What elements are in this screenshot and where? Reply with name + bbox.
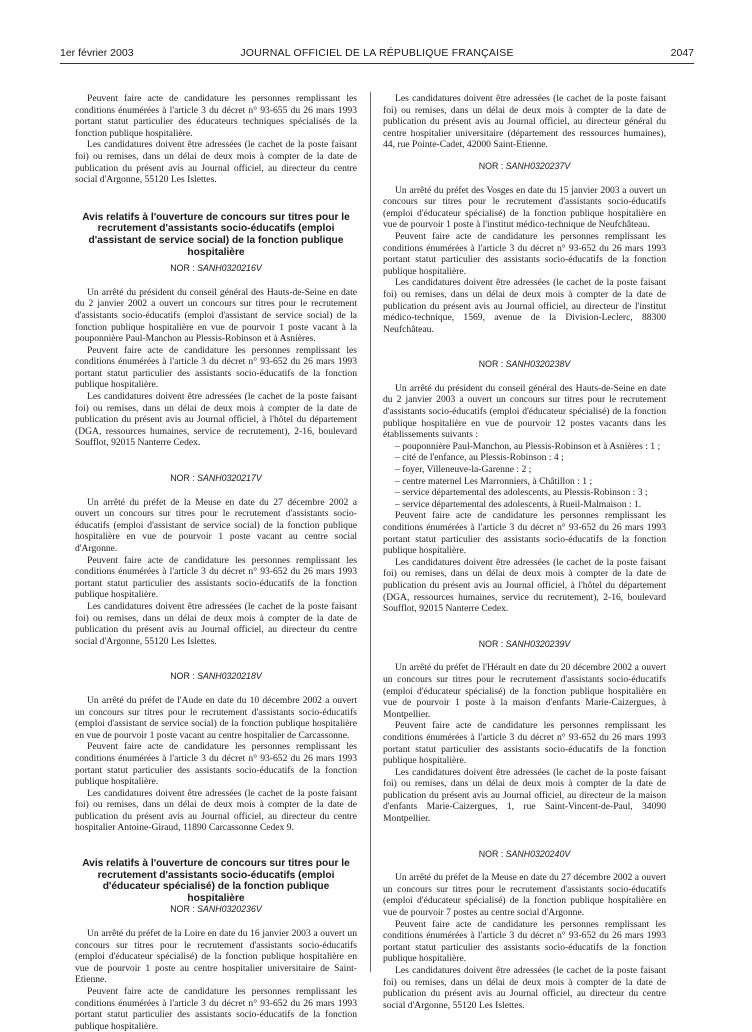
paragraph: Un arrêté du préfet de la Meuse en date du 27 décembre 2002 a ouvert un concours sur titres pour le recrutement d'assistants socio-éducatifs (emploi d'éducateur spécialisé) de la fonction publique hospitalière en vue de pourvoir 7 postes au centre social d'Argonne. xyxy=(383,872,666,919)
paragraph: Peuvent faire acte de candidature les personnes remplissant les conditions énumérées à l'article 3 du décret n° 93-652 du 26 mars 1993 portant statut particulier des assistants socio-éducatifs de la fonction publique hospitalière. xyxy=(383,230,666,277)
page-header xyxy=(60,47,694,61)
nor-reference: NOR : SANH0320237V xyxy=(478,160,571,171)
establishment-list xyxy=(383,441,666,511)
nor-reference: NOR : SANH0320217V xyxy=(170,473,262,484)
paragraph: Peuvent faire acte de candidature les personnes remplissant les conditions énumérées à l'article 3 du décret n° 93-652 du 26 mars 1993 portant statut particulier des assistants socio-éducatifs de la fonction publique hospitalière. xyxy=(75,344,357,391)
paragraph: Peuvent faire acte de candidature les personnes remplissant les conditions énumérées à l'article 3 du décret n° 93-652 du 26 mars 1993 portant statut particulier des assistants socio-éducatifs de la fonction publique hospitalière. xyxy=(75,986,357,1032)
list-item: – service départemental des adolescents, au Plessis-Robinson : 3 ; xyxy=(395,487,648,499)
paragraph: Les candidatures doivent être adressées (le cachet de la poste faisant foi) ou remises, dans un délai de deux mois à compter de la date de publication du présent avis au Journal officiel, au directeur de la maison d'enfants Marie-Caizergues, 1, rue Saint-Vincent-de-Paul, 34090 Montpellier. xyxy=(383,766,666,825)
nor-reference: NOR : SANH0320238V xyxy=(478,359,571,370)
paragraph: Un arrêté du préfet de l'Hérault en date du 20 décembre 2002 a ouvert un concours sur titres pour le recrutement d'assistants socio-éducatifs (emploi d'éducateur spécialisé) de la fonction publique hospitalière en vue de pourvoir 1 poste à la maison d'enfants Marie-Caizergues, à Montpellier. xyxy=(383,662,666,720)
paragraph: Peuvent faire acte de candidature les personnes remplissant les conditions énumérées à l'article 3 du décret n° 93-652 du 26 mars 1993 portant statut particulier des assistants socio-éducatifs de la fonction publique hospitalière. xyxy=(383,510,666,557)
paragraph: Les candidatures doivent être adressées (le cachet de la poste faisant foi) ou remises, dans un délai de deux mois à compter de la date de publication du présent avis au Journal officiel, au directeur du centre social d'Argonne, 55120 Les Islettes. xyxy=(383,965,666,1011)
paragraph: Peuvent faire acte de candidature les personnes remplissant les conditions énumérées à l'article 3 du décret n° 93-655 du 26 mars 1993 portant statut particulier des éducateurs techniques spécialisés de la fonction publique hospitalière. xyxy=(75,93,357,139)
list-item: – foyer, Villeneuve-la-Garenne : 2 ; xyxy=(395,464,532,476)
paragraph: Peuvent faire acte de candidature les personnes remplissant les conditions énumérées à l'article 3 du décret n° 93-652 du 26 mars 1993 portant statut particulier des assistants socio-éducatifs de la fonction publique hospitalière. xyxy=(383,720,666,767)
paragraph: Peuvent faire acte de candidature les personnes remplissant les conditions énumérées à l'article 3 du décret n° 93-652 du 26 mars 1993 portant statut particulier des assistants socio-éducatifs de la fonction publique hospitalière. xyxy=(383,918,666,965)
issue-date: 1er février 2003 xyxy=(60,47,134,59)
paragraph: Les candidatures doivent être adressées (le cachet de la poste faisant foi) ou remises, dans un délai de deux mois à compter de la date de publication du présent avis au Journal officiel, au directeur du centre social d'Argonne, 55120 Les Islettes. xyxy=(75,600,357,647)
paragraph: Les candidatures doivent être adressées (le cachet de la poste faisant foi) ou remises, dans un délai de deux mois à compter de la date de publication du présent avis au Journal officiel, au directeur du centre hospitalier Antoine-Giraud, 11890 Carcassonne Cedex 9. xyxy=(75,787,357,834)
right-column xyxy=(383,93,666,1011)
left-column xyxy=(75,93,357,1032)
paragraph: Les candidatures doivent être adressées (le cachet de la poste faisant foi) ou remises, dans un délai de deux mois à compter de la date de publication du présent avis au Journal officiel, à l'hôtel du département (DGA, ressources humaines, service de recrutement), 2-16, boulevard Soufflot, 92015 Nanterre Cedex. xyxy=(75,391,357,449)
paragraph: Un arrêté du préfet de la Loire en date du 16 janvier 2003 a ouvert un concours sur titres pour le recrutement d'assistants socio-éducatifs (emploi d'éducateur spécialisé) de la fonction publique hospitalière en vue de pourvoir 1 poste au centre hospitalier universitaire de Saint-Etienne. xyxy=(75,928,357,986)
section-heading: Avis relatifs à l'ouverture de concours sur titres pour le recrutement d'assistants socio-éducatifs (emploi d'éducateur spécialisé) de la fonction publique hospitalière xyxy=(82,858,350,904)
paragraph: Peuvent faire acte de candidature les personnes remplissant les conditions énumérées à l'article 3 du décret n° 93-652 du 26 mars 1993 portant statut particulier des assistants socio-éducatifs de la fonction publique hospitalière. xyxy=(75,741,357,788)
header-rule xyxy=(60,63,694,64)
paragraph: Un arrêté du préfet de la Meuse en date du 27 décembre 2002 a ouvert un concours sur titres pour le recrutement d'assistants socio-éducatifs (emploi d'assistant de service social) de la fonction publique hospitalière en vue de pourvoir 1 poste vacant au centre social d'Argonne. xyxy=(75,496,357,554)
list-item: – pouponnière Paul-Manchon, au Plessis-Robinson et à Asnières : 1 ; xyxy=(395,440,661,452)
paragraph: Un arrêté du préfet des Vosges en date du 15 janvier 2003 a ouvert un concours sur titres pour le recrutement d'assistants socio-éducatifs (emploi d'éducateur spécialisé) de la fonction publique hospitalière en vue de pourvoir 1 poste à l'institut médico-technique de Neufchâteau. xyxy=(383,184,666,231)
paragraph: Peuvent faire acte de candidature les personnes remplissant les conditions énumérées à l'article 3 du décret n° 93-652 du 26 mars 1993 portant statut particulier des assistants socio-éducatifs de la fonction publique hospitalière. xyxy=(75,554,357,601)
nor-reference: NOR : SANH0320218V xyxy=(170,671,262,682)
journal-title: JOURNAL OFFICIEL DE LA RÉPUBLIQUE FRANÇAISE xyxy=(240,47,514,59)
nor-reference: NOR : SANH0320216V xyxy=(170,263,262,274)
column-separator xyxy=(370,92,371,972)
paragraph: Les candidatures doivent être adressées (le cachet de la poste faisant foi) ou remises, dans un délai de deux mois à compter de la date de publication du présent avis au Journal officiel, au directeur du centre social d'Argonne, 55120 Les Islettes. xyxy=(75,139,357,186)
nor-reference: NOR : SANH0320239V xyxy=(478,638,571,649)
paragraph: Les candidatures doivent être adressées (le cachet de la poste faisant foi) ou remises, dans un délai de deux mois à compter de la date de publication du présent avis au Journal officiel, au directeur de l'institut médico-technique, 1569, avenue de la Division-Leclerc, 88300 Neufchâteau. xyxy=(383,277,666,335)
paragraph: Un arrêté du préfet de l'Aude en date du 10 décembre 2002 a ouvert un concours sur titres pour le recrutement d'assistants socio-éducatifs (emploi d'assistant de service social) de la fonction publique hospitalière en vue de pourvoir 1 poste vacant au centre hospitalier de Carcassonne. xyxy=(75,694,357,741)
paragraph: Les candidatures doivent être adressées (le cachet de la poste faisant foi) ou remises, dans un délai de deux mois à compter de la date de publication du présent avis au Journal officiel, à l'hôtel du département (DGA, ressources humaines, service du recrutement), 2-16, boulevard Soufflot, 92015 Nanterre Cedex. xyxy=(383,556,666,615)
list-item: – cité de l'enfance, au Plessis-Robinson : 4 ; xyxy=(395,452,564,464)
list-item: – centre maternel Les Marronniers, à Châtillon : 1 ; xyxy=(395,475,593,487)
page-number: 2047 xyxy=(670,47,694,59)
paragraph: Les candidatures doivent être adressées (le cachet de la poste faisant foi) ou remises, dans un délai de deux mois à compter de la date de publication du présent avis au Journal officiel, au directeur général du centre hospitalier universitaire (département des ressources humaines), 44, rue Pointe-Cadet, 42000 Saint-Etienne. xyxy=(383,93,666,151)
paragraph: Un arrêté du président du conseil général des Hauts-de-Seine en date du 2 janvier 2003 a ouvert un concours sur titres pour le recrutement d'assistants socio-éducatifs (emploi d'éducateur spécialisé) de la fonction publique hospitalière en vue de pourvoir 12 postes vacants dans les établissements suivants : xyxy=(383,382,666,441)
paragraph: Un arrêté du président du conseil général des Hauts-de-Seine en date du 2 janvier 2002 a ouvert un concours sur titres pour le recrutement d'assistants socio-éducatifs (emploi d'assistant de service social) de la fonction publique hospitalière en vue de pourvoir 1 poste vacant à la pouponnière Paul-Manchon au Plessis-Robinson et à Asnières. xyxy=(75,286,357,345)
section-heading: Avis relatifs à l'ouverture de concours sur titres pour le recrutement d'assistants socio-éducatifs (emploi d'assistant de service social) de la fonction publique hospitalière xyxy=(82,211,350,258)
nor-reference: NOR : SANH0320240V xyxy=(478,848,571,859)
nor-reference: NOR : SANH0320236V xyxy=(170,904,262,915)
list-item: – service départemental des adolescents, à Rueil-Malmaison : 1. xyxy=(395,498,642,510)
